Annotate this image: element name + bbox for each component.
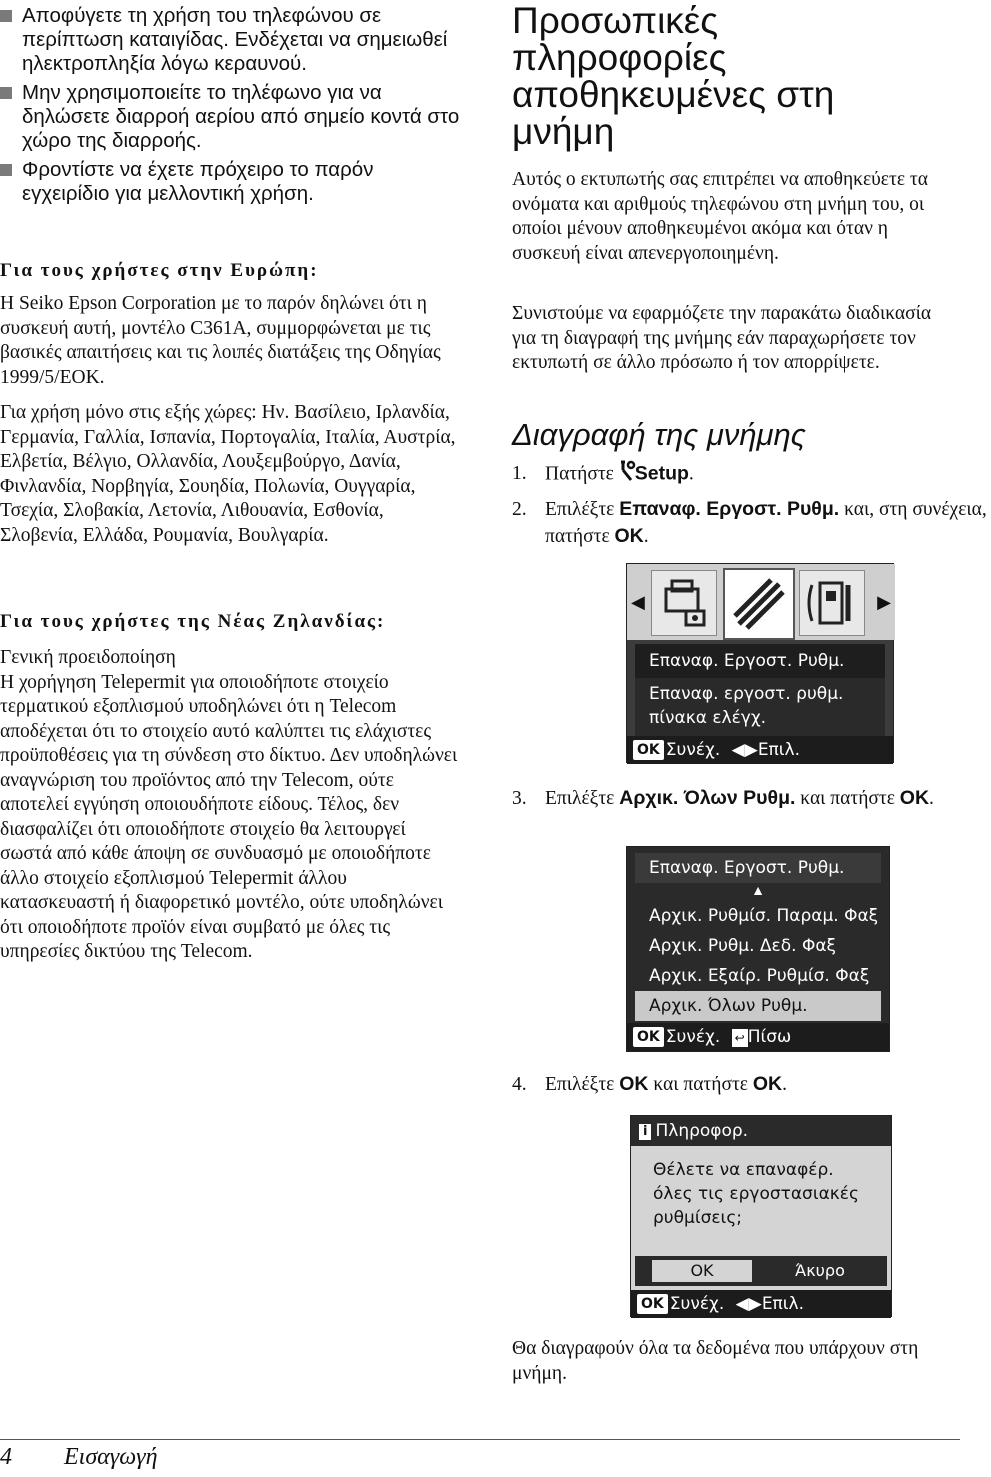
nz-warning-title: Γενική προειδοποίηση	[0, 647, 176, 668]
left-right-keys-icon: ◀▶	[731, 740, 758, 760]
ok-key-icon: OK	[637, 1294, 668, 1314]
lcd-screen-setup-menu	[626, 563, 894, 763]
lcd-menu-item[interactable]: Αρχικ. Ρυθμίσ. Παραμ. Φαξ	[635, 901, 881, 931]
back-key-icon: ↩	[732, 1029, 748, 1047]
step-2: 2. Επιλέξτε Επαναφ. Εργοστ. Ρυθμ. και, στη συνέχεια, πατήστε OK.	[512, 498, 987, 547]
eu-declaration: Η Seiko Epson Corporation με το παρόν δηλώνει ότι η συσκευή αυτή, μοντέλο C361A, συμμορφώνεται με τις βασικές απαιτήσεις και τις λοιπές διατάξεις της Οδηγίας 1999/5/ΕΟΚ.	[0, 293, 441, 388]
bullet-item: Αποφύγετε τη χρήση του τηλεφώνου σε περίπτωση καταιγίδας. Ενδέχεται να σημειωθεί ηλεκτροπληξία λόγω κεραυνού.	[0, 4, 466, 76]
closing-note: Θα διαγραφούν όλα τα δεδομένα που υπάρχουν στη μνήμη.	[512, 1338, 919, 1384]
nz-warning-text: Η χορήγηση Telepermit για οποιοδήποτε στοιχείο τερματικού εξοπλισμού υποδηλώνει ότι η Telecom αποδέχεται ότι το στοιχείο αυτό καλύπτει τις ελάχιστες προϋποθέσεις για τη σύνδεση στο δίκτυο. Δεν υποδηλώνει αναγνώριση του προϊόντος από την Telecom, ούτε αποτελεί εγγύηση οποιουδήποτε είδους. Τέλος, δεν διασφαλίζει ότι οποιοδήποτε στοιχείο θα λειτουργεί σωστά από κάθε άποψη σε συνδυασμό με οποιοδήποτε άλλο στοιχείο εξοπλισμού Telepermit άλλου κατασκευαστή ή διαφορετικό μοντέλο, ούτε υποδηλώνει ότι οποιοδήποτε προϊόν είναι συμβατό με όλες τις υπηρεσίες δικτύου της Telecom.	[0, 671, 458, 962]
arrow-right-icon: ▶	[877, 592, 891, 612]
fax-setting-icon	[799, 570, 865, 636]
left-right-keys-icon: ◀▶	[735, 1294, 762, 1314]
page-number: 4	[0, 1444, 12, 1470]
eu-countries: Για χρήση μόνο στις εξής χώρες: Ην. Βασίλειο, Ιρλανδία, Γερμανία, Γαλλία, Ισπανία, Πορτογαλία, Ιταλία, Αυστρία, Ελβετία, Βέλγιο, Ολλανδία, Λουξεμβούργο, Δανία, Φινλανδία, Νορβηγία, Σουηδία, Πολωνία, Ουγγαρία, Τσεχία, Σλοβακία, Λετονία, Λιθουανία, Εσθονία, Σλοβενία, Ελλάδα, Ρουμανία, Βουλγαρία.	[0, 402, 456, 546]
intro-paragraph: Αυτός ο εκτυπωτής σας επιτρέπει να αποθηκεύετε τα ονόματα και αριθμούς τηλεφώνου στη μνήμη του, οι οποίοι μένουν αποθηκευμένοι ακόμα και όταν η συσκευή είναι απενεργοποιημένη.	[512, 169, 928, 264]
ok-key-icon: OK	[633, 740, 664, 760]
dialog-message: Θέλετε να επαναφέρ. όλες τις εργοστασιακές ρυθμίσεις;	[653, 1160, 859, 1228]
printer-maintenance-icon	[651, 570, 717, 636]
nz-heading: Για τους χρήστες της Νέας Ζηλανδίας:	[0, 611, 386, 632]
section-name: Εισαγωγή	[64, 1444, 158, 1470]
lcd-menu-item-selected[interactable]: Αρχικ. Όλων Ρυθμ.	[635, 991, 881, 1021]
dialog-ok-button[interactable]: OK	[652, 1260, 752, 1282]
lcd-icon-strip	[627, 564, 895, 640]
arrow-left-icon: ◀	[631, 592, 645, 612]
subsection-title: Διαγραφή της μνήμης	[512, 417, 806, 452]
lcd-menu-item[interactable]: Αρχικ. Εξαίρ. Ρυθμίσ. Φαξ	[635, 961, 881, 991]
lcd-menu-title: Επαναφ. Εργοστ. Ρυθμ.	[635, 644, 885, 678]
lcd-footer: OK Συνέχ. ◀▶Επιλ.	[627, 736, 893, 764]
footer-rule	[0, 1439, 960, 1440]
section-title: Προσωπικές πληροφορίες αποθηκευμένες στη μνήμη	[512, 0, 835, 152]
dialog-cancel-button[interactable]: Άκυρο	[770, 1260, 870, 1282]
step-4: 4. Επιλέξτε OK και πατήστε OK.	[512, 1073, 787, 1095]
lcd-menu-item: Επαναφ. εργοστ. ρυθμ. πίνακα ελέγχ.	[635, 678, 885, 736]
dialog-buttons	[635, 1256, 887, 1286]
bullet-square-icon	[0, 87, 12, 99]
bullet-item: Φροντίστε να έχετε πρόχειρο το παρόν εγχειρίδιο για μελλοντική χρήση.	[0, 158, 466, 206]
eu-heading: Για τους χρήστες στην Ευρώπη:	[0, 260, 319, 281]
step-3: 3. Επιλέξτε Αρχικ. Όλων Ρυθμ. και πατήστε OK.	[512, 787, 934, 809]
lcd-footer: OK Συνέχ. ◀▶Επιλ.	[631, 1290, 891, 1318]
restore-settings-icon	[723, 568, 795, 640]
bullet-square-icon	[0, 164, 12, 176]
bullet-square-icon	[0, 10, 12, 22]
lcd-screen-confirm-dialog	[630, 1115, 892, 1317]
step-1: 1. Πατήστε Setup.	[512, 460, 991, 490]
lcd-menu-item[interactable]: Αρχικ. Ρυθμ. Δεδ. Φαξ	[635, 931, 881, 961]
dialog-header: i Πληροφορ.	[631, 1116, 891, 1146]
intro-paragraph-2: Συνιστούμε να εφαρμόζετε την παρακάτω διαδικασία για τη διαγραφή της μνήμης εάν παραχωρήσετε τον εκτυπωτή σε άλλο πρόσωπο ή τον απορρίψετε.	[512, 303, 932, 373]
info-icon: i	[639, 1124, 651, 1140]
ok-key-icon: OK	[633, 1027, 664, 1047]
lcd-screen-restore-menu	[626, 846, 890, 1052]
bullet-item: Μην χρησιμοποιείτε το τηλέφωνο για να δηλώσετε διαρροή αερίου από σημείο κοντά στο χώρο της διαρροής.	[0, 81, 466, 153]
lcd-menu-title: Επαναφ. Εργοστ. Ρυθμ.	[635, 853, 881, 883]
scroll-up-icon: ▲	[751, 884, 765, 899]
lcd-footer: OK Συνέχ. ↩ Πίσω	[627, 1023, 889, 1051]
wrench-setup-icon	[619, 460, 635, 490]
page-footer	[0, 1442, 158, 1472]
